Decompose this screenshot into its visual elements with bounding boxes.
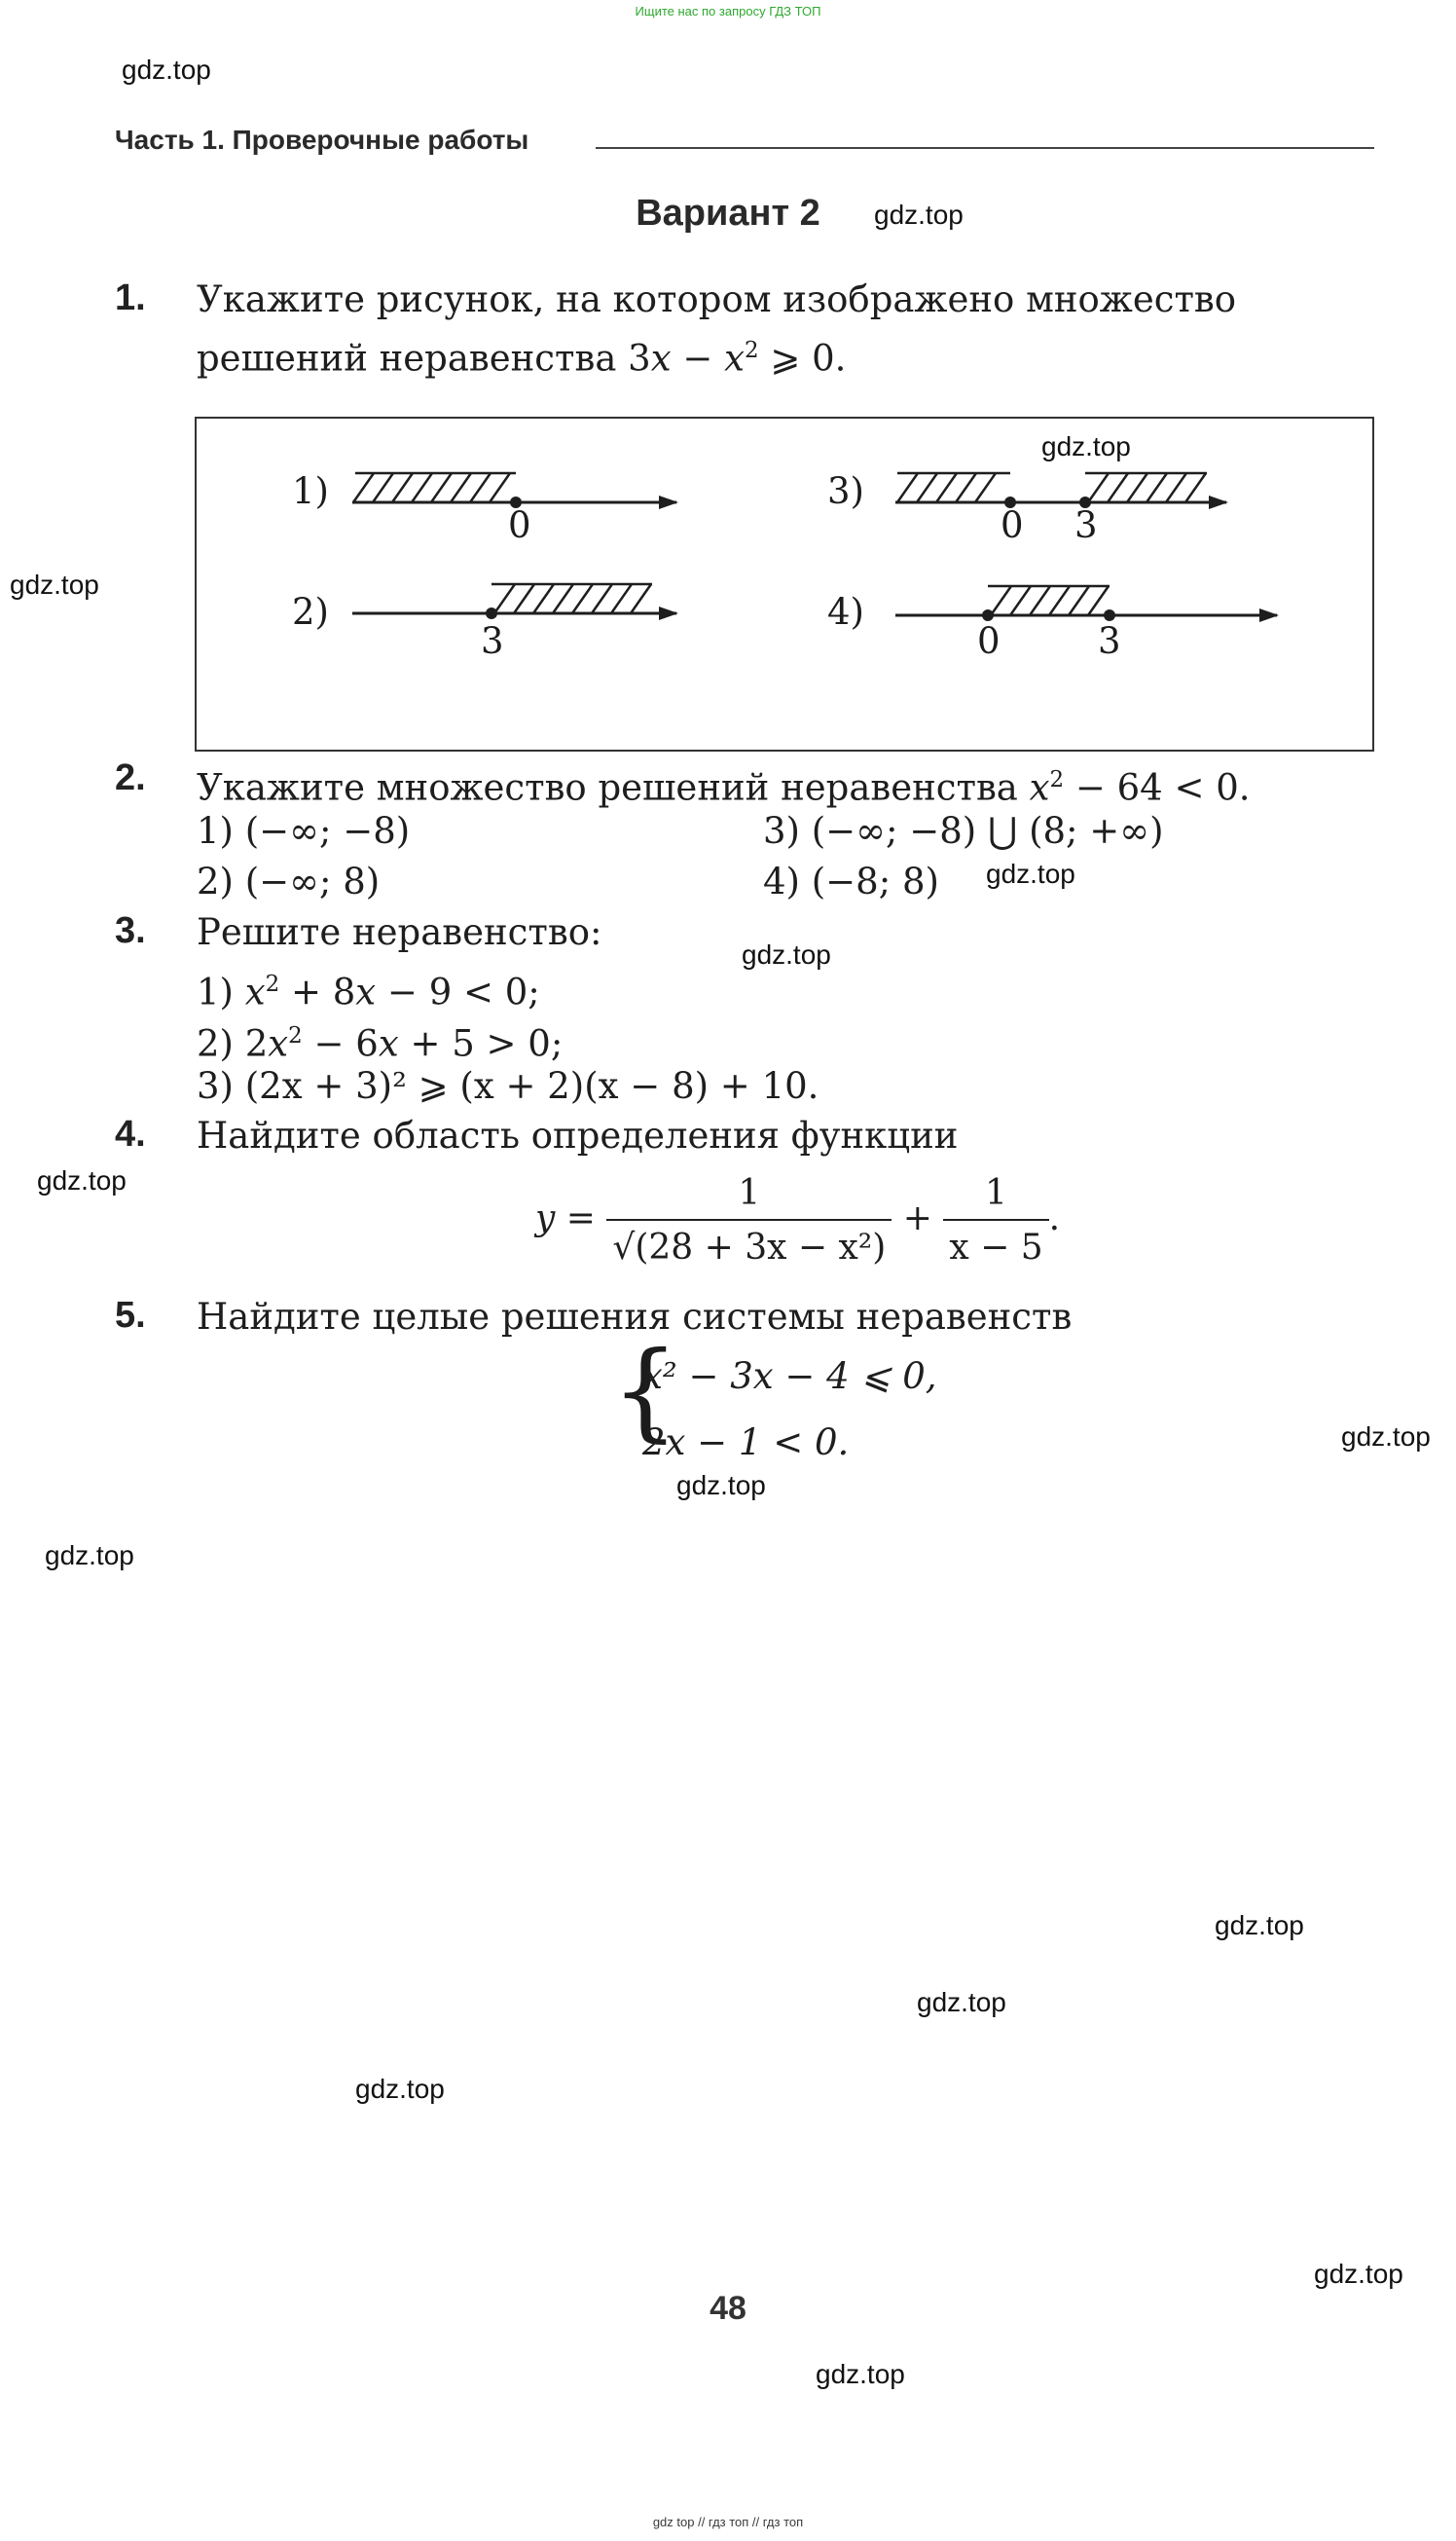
option-1-number-line <box>352 473 676 508</box>
option-2-label: 2) <box>292 591 329 633</box>
question-2-text: Укажите множество решений неравенства $x^2 - 64 < 0$. <box>197 766 1251 809</box>
watermark: gdz.top <box>45 1540 134 1570</box>
option-3-label: 3) <box>827 470 864 512</box>
watermark: gdz.top <box>1314 2259 1403 2289</box>
question-1-line-2: решений неравенства $3x - x^2$ ⩾ 0. <box>197 337 847 380</box>
top-search-link[interactable]: Ищите нас по запросу ГДЗ ТОП <box>635 4 821 18</box>
number-line-figures <box>195 417 1374 752</box>
option-4-point-3: 3 <box>1098 620 1121 662</box>
watermark: gdz.top <box>37 1165 127 1196</box>
question-4-formula: y = $\frac{1}{\text{√(28 + 3x − x²)}}$ + $\frac{1}{x - 5}$ . <box>535 1168 1060 1273</box>
option-4-number-line <box>895 586 1277 621</box>
option-2-number-line <box>352 584 676 619</box>
watermark: gdz.top <box>355 2074 445 2104</box>
question-5-text: Найдите целые решения системы неравенств <box>197 1296 1073 1338</box>
option-1-point: 0 <box>508 504 531 546</box>
footer-text: gdz top // гдз топ // гдз топ <box>652 2515 804 2529</box>
section-header: Часть 1. Проверочные работы <box>115 125 529 155</box>
question-2-option-3: 3) (−∞; −8) ⋃ (8; +∞) <box>763 810 1164 852</box>
watermark: gdz.top <box>874 200 964 230</box>
option-3-point-3: 3 <box>1074 504 1098 546</box>
watermark: gdz.top <box>816 2359 905 2389</box>
option-3-number-line <box>895 473 1226 508</box>
system-line-1: x² − 3x − 4 ⩽ 0, <box>642 1355 937 1397</box>
question-number: 2. <box>115 757 146 798</box>
question-3-item-1: 1) $x^2 + 8x - 9 < 0$; <box>197 971 540 1013</box>
watermark: gdz.top <box>742 939 831 970</box>
question-number: 3. <box>115 910 146 951</box>
option-2-point: 3 <box>481 620 504 662</box>
system-line-2: 2x − 1 < 0. <box>642 1421 850 1463</box>
watermark: gdz.top <box>10 570 99 600</box>
option-4-label: 4) <box>827 591 864 633</box>
option-1-label: 1) <box>292 470 329 512</box>
system-brace: { <box>611 1328 679 1453</box>
watermark: gdz.top <box>1215 1910 1304 1940</box>
question-3-item-3: 3) (2x + 3)² ⩾ (x + 2)(x − 8) + 10. <box>197 1065 819 1107</box>
question-2-option-2: 2) (−∞; 8) <box>197 861 381 902</box>
question-3-item-2: 2) $2x^2 - 6x + 5 > 0$; <box>197 1022 564 1065</box>
watermark: gdz.top <box>676 1470 766 1500</box>
question-4-text: Найдите область определения функции <box>197 1115 959 1157</box>
watermark: gdz.top <box>122 55 211 85</box>
variant-title: Вариант 2 <box>636 193 820 234</box>
fraction-1: $\frac{1}{\text{√(28 + 3x − x²)}}$ <box>606 1168 892 1273</box>
header-rule <box>596 147 1374 149</box>
option-4-point-0: 0 <box>977 620 1001 662</box>
question-number: 5. <box>115 1295 146 1336</box>
page-number: 48 <box>710 2290 746 2327</box>
option-3-point-0: 0 <box>1001 504 1024 546</box>
question-number: 4. <box>115 1114 146 1155</box>
watermark: gdz.top <box>917 1987 1006 2017</box>
watermark: gdz.top <box>1041 431 1131 461</box>
question-2-option-4: 4) (−8; 8) <box>763 861 939 902</box>
fraction-2: $\frac{1}{x - 5}$ <box>943 1168 1048 1273</box>
question-2-option-1: 1) (−∞; −8) <box>197 810 411 852</box>
watermark: gdz.top <box>1341 1421 1431 1452</box>
question-3-text: Решите неравенство: <box>197 911 602 953</box>
watermark: gdz.top <box>986 859 1075 889</box>
question-number: 1. <box>115 277 146 318</box>
question-1-line-1: Укажите рисунок, на котором изображено множество <box>197 278 1237 320</box>
